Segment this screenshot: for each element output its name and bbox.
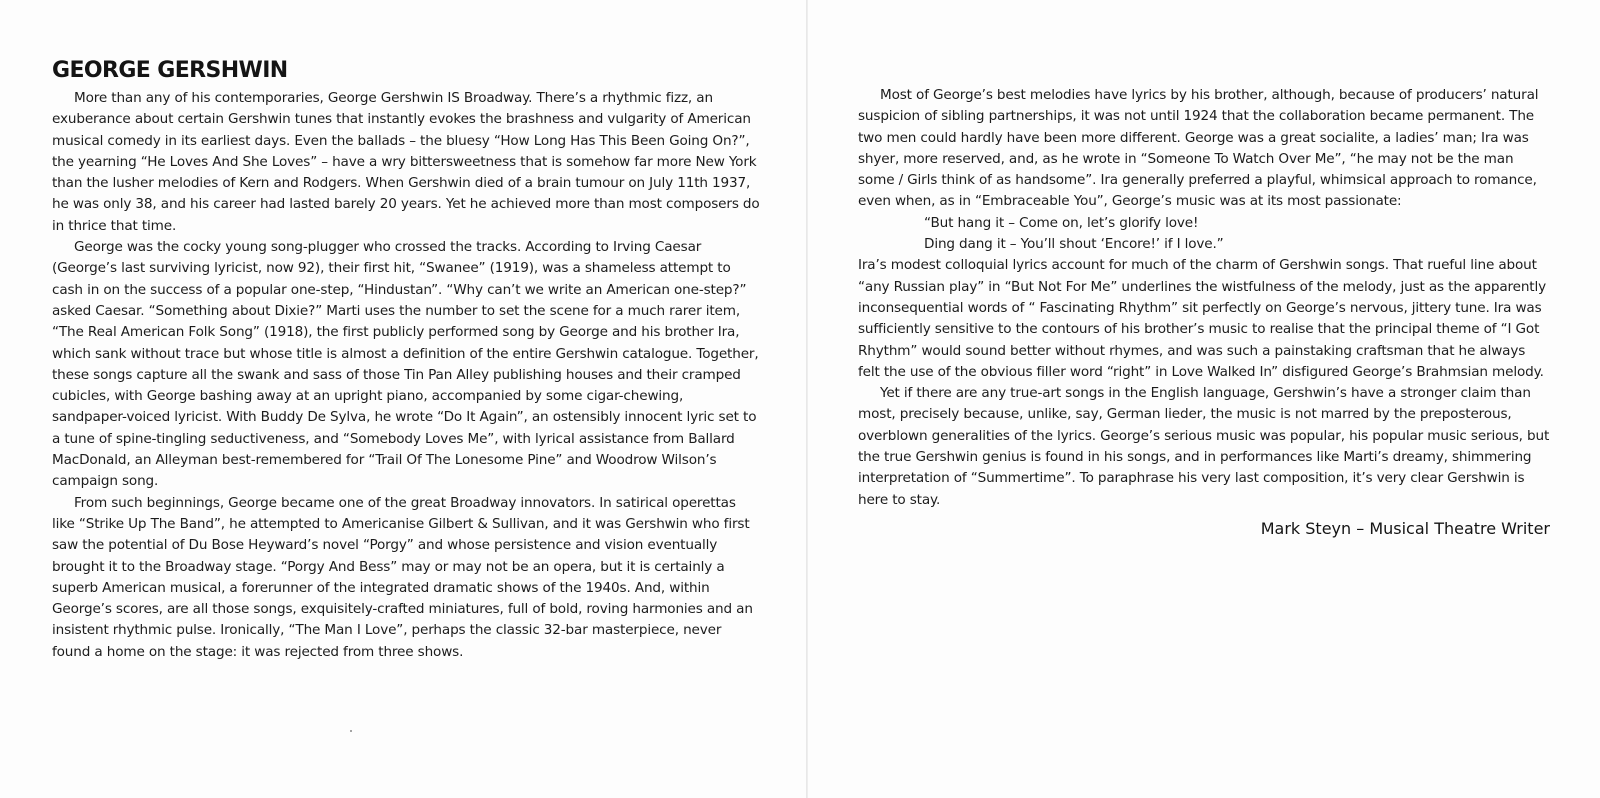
author-credit: Mark Steyn – Musical Theatre Writer xyxy=(1260,518,1550,538)
lyric-line-2: Ding dang it – You’ll shout ‘Encore!’ if I love.” xyxy=(924,236,1224,253)
left-paragraph-2: George was the cocky young song-plugger who crossed the tracks. According to Irving Caesar (George’s last surviving lyricist, now 92), their first hit, “Swanee” (1919), was a shameless attempt to cash in on the success of a popular one-step, “Hindustan”. “Why can’t we write an American one-step?” asked Caesar. “Something about Dixie?” Marti uses the number to set the scene for a much rarer item, “The Real American Folk Song” (1918), the first publicly performed song by George and his brother Ira, which sank without trace but whose title is almost a definition of the entire Gershwin catalogue. Together, these songs capture all the swank and sass of those Tin Pan Alley publishing houses and their cramped cubicles, with George bashing away at an upright piano, accompanied by some cigar-chewing, sandpaper-voiced lyricist. With Buddy De Sylva, he wrote “Do It Again”, an ostensibly innocent lyric set to a tune of spine-tingling seductiveness, and “Somebody Loves Me”, with lyrical assistance from Ballard MacDonald, an Alleyman best-remembered for “Trail Of The Lonesome Pine” and Woodrow Wilson’s campaign song. xyxy=(52,239,759,490)
article-title: GEORGE GERSHWIN xyxy=(52,58,288,83)
right-paragraph-2: Ira’s modest colloquial lyrics account for much of the charm of Gershwin songs. That rueful line about “any Russian play” in “But Not For Me” underlines the wistfulness of the melody, just as the apparently inconsequential words of “ Fascinating Rhythm” sit perfectly on George’s nervous, jittery tune. Ira was sufficiently sensitive to the contours of his brother’s music to realise that the principal theme of “I Got Rhythm” would sound better without rhymes, and was such a painstaking craftsman that he always felt the use of the obvious filler word “right” in Love Walked In” disfigured George’s Brahmsian melody. xyxy=(858,257,1547,380)
left-column xyxy=(52,56,760,663)
right-column xyxy=(858,85,1550,555)
left-paragraph-1: More than any of his contemporaries, George Gershwin IS Broadway. There’s a rhythmic fizz, an exuberance about certain Gershwin tunes that instantly evokes the brashness and vulgarity of American musical comedy in its earliest days. Even the ballads – the bluesy “How Long Has This Been Going On?”, the yearning “He Loves And She Loves” – have a wry bittersweetness that is somehow far more New York than the lusher melodies of Kern and Rodgers. When Gershwin died of a brain tumour on July 11th 1937, he was only 38, and his career had lasted barely 20 years. Yet he achieved more than most composers do in thrice that time. xyxy=(52,90,760,234)
right-paragraph-1: Most of George’s best melodies have lyrics by his brother, although, because of producers’ natural suspicion of sibling partnerships, it was not until 1924 that the collaboration became permanent. The two men could hardly have been more different. George was a great socialite, a ladies’ man; Ira was shyer, more reserved, and, as he wrote in “Someone To Watch Over Me”, “he may not be the man some / Girls think of as handsome”. Ira generally preferred a playful, whimsical approach to romance, even when, as in “Embraceable You”, George’s music was at its most passionate: xyxy=(858,87,1539,210)
left-paragraph-3: From such beginnings, George became one of the great Broadway innovators. In satirical operettas like “Strike Up The Band”, he attempted to Americanise Gilbert & Sullivan, and it was Gershwin who first saw the potential of Du Bose Heyward’s novel “Porgy” and whose persistence and vision eventually brought it to the Broadway stage. “Porgy And Bess” may or may not be an opera, but it is certainly a superb American musical, a forerunner of the integrated dramatic shows of the 1940s. And, within George’s scores, are all those songs, exquisitely-crafted miniatures, full of bold, roving harmonies and an insistent rhythmic pulse. Ironically, “The Man I Love”, perhaps the classic 32-bar masterpiece, never found a home on the stage: it was rejected from three shows. xyxy=(52,494,753,660)
lyric-line-1: “But hang it – Come on, let’s glorify love! xyxy=(924,214,1199,231)
print-speck xyxy=(350,730,352,732)
right-paragraph-3: Yet if there are any true-art songs in the English language, Gershwin’s have a stronger claim than most, precisely because, unlike, say, German lieder, the music is not marred by the preposterous, overblown generalities of the lyrics. George’s serious music was popular, his popular music serious, but the true Gershwin genius is found in his songs, and in performances like Marti’s dreamy, shimmering interpretation of “Summertime”. To paraphrase his very last composition, it’s very clear Gershwin is here to stay. xyxy=(858,385,1550,508)
